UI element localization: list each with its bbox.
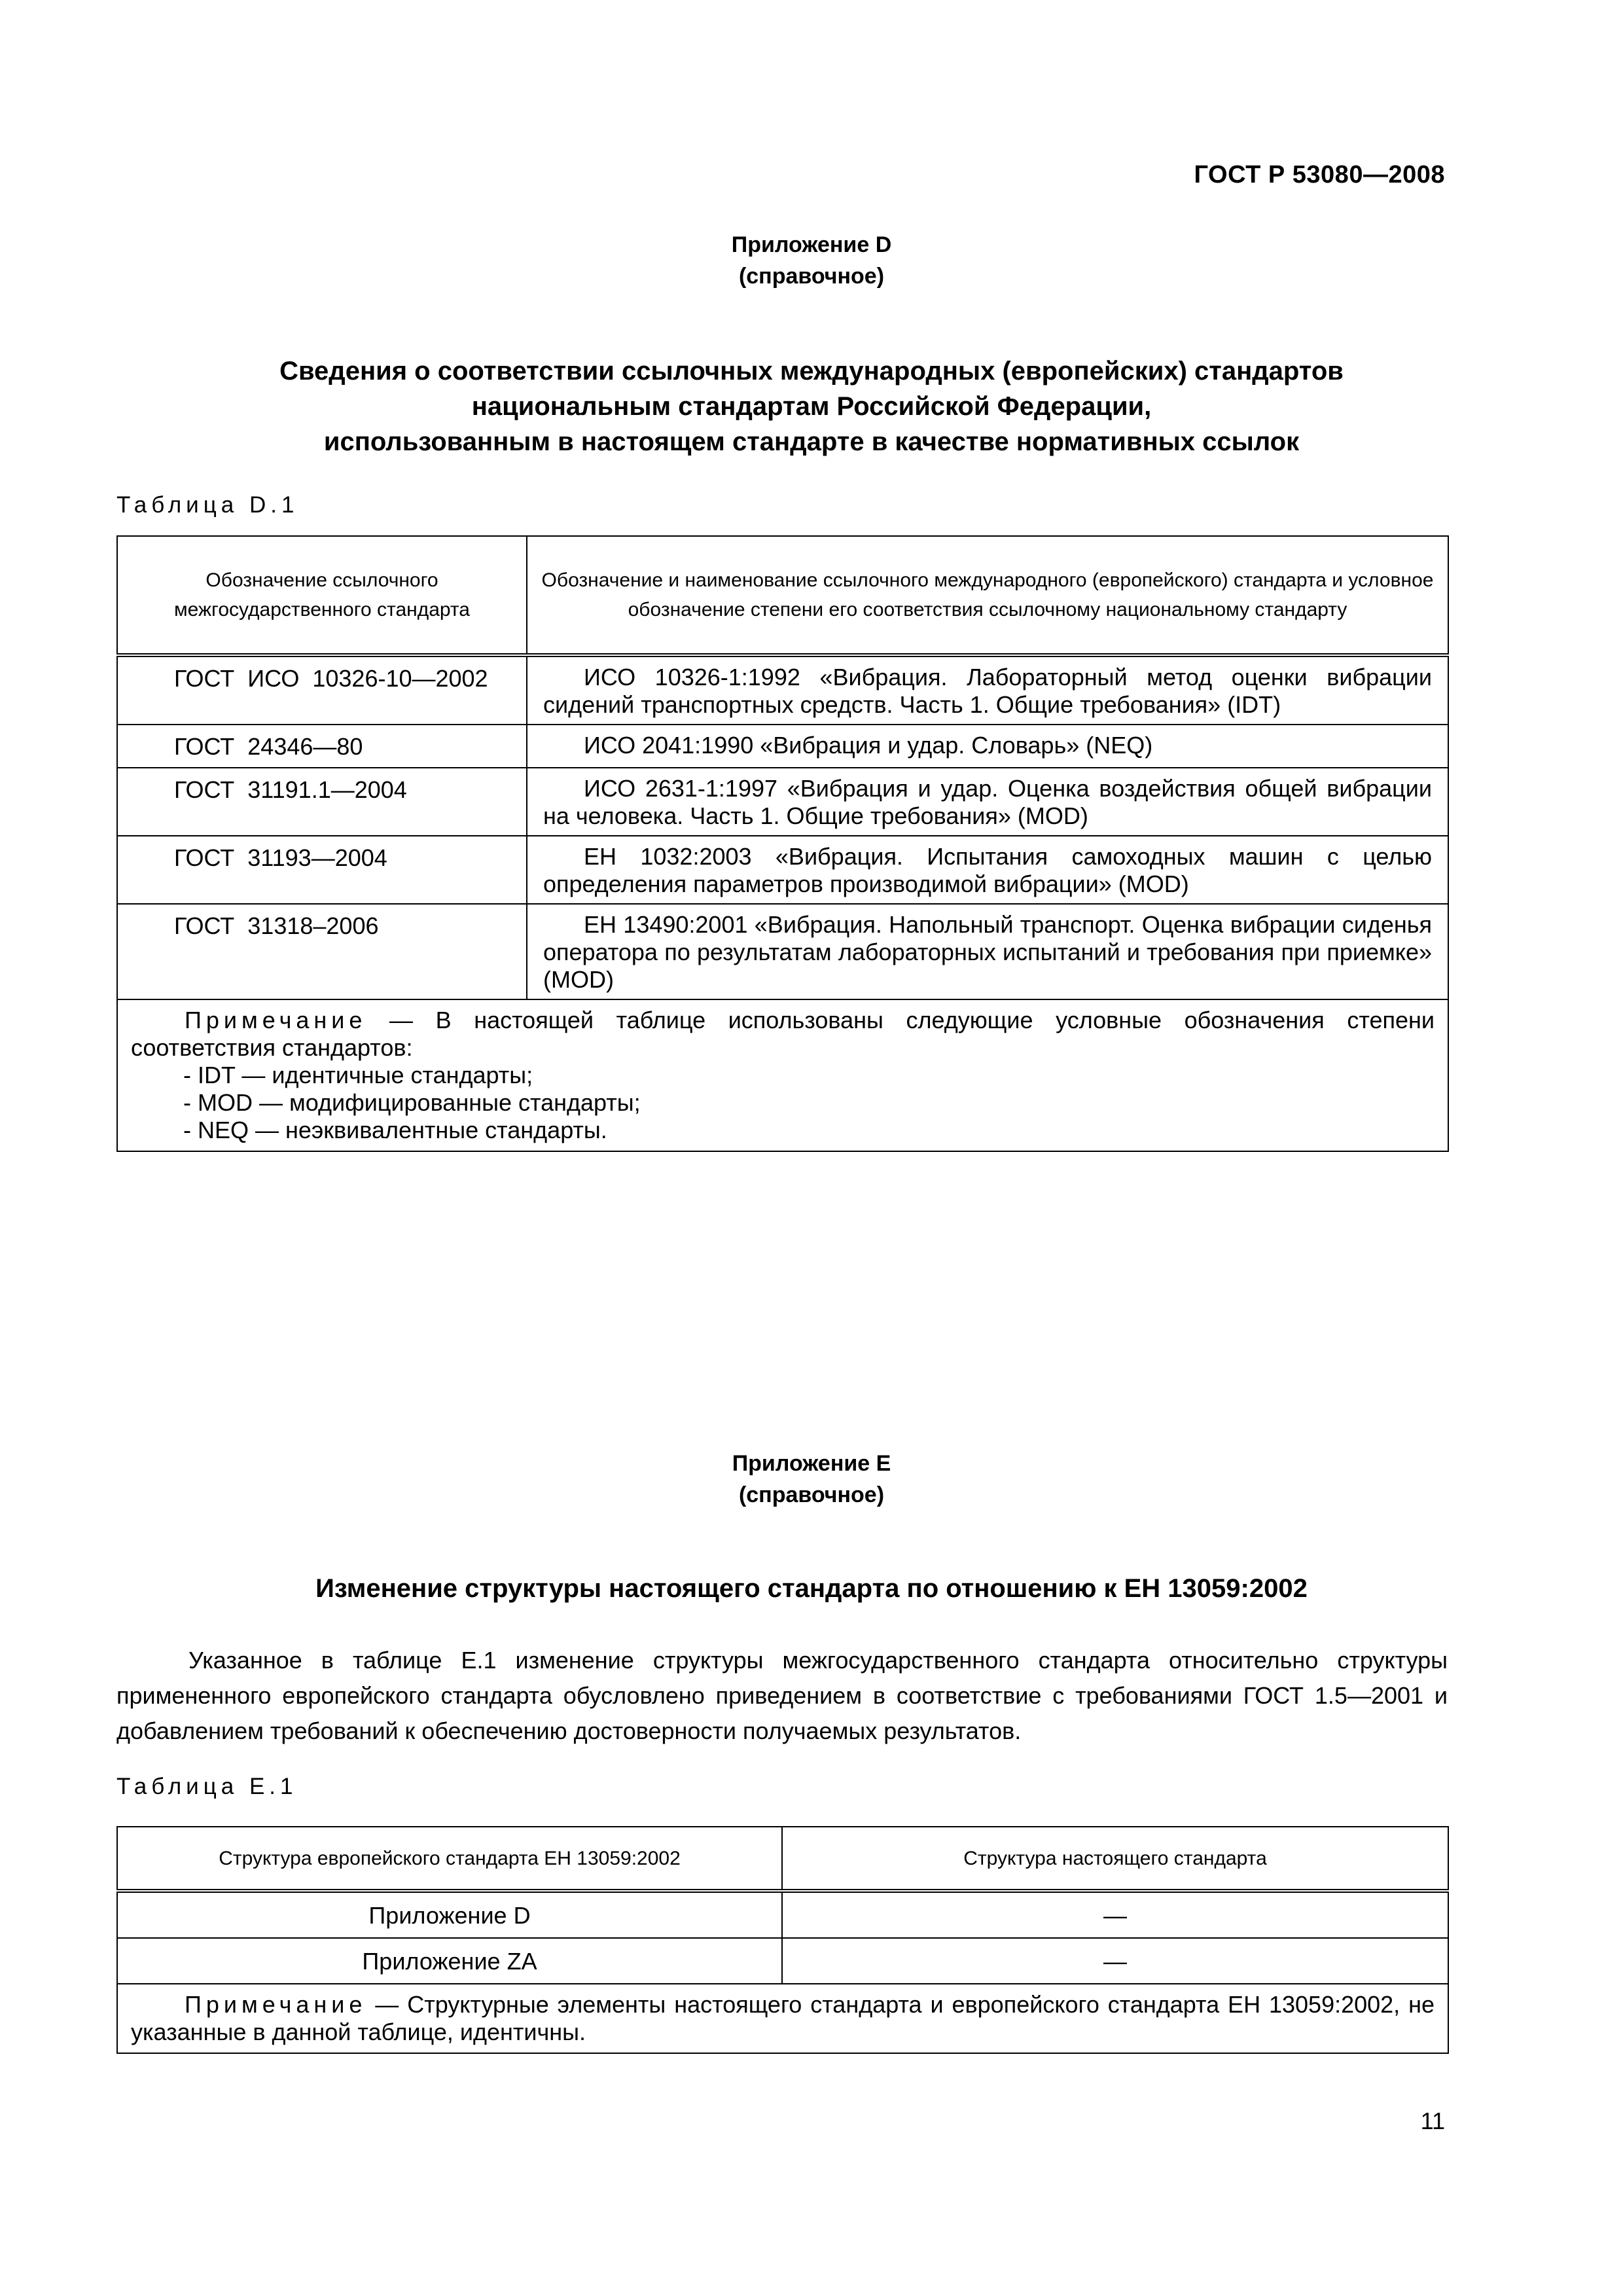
appendix-d-title	[0, 353, 1623, 459]
note-item: - NEQ — неэквивалентные стандарты.	[183, 1117, 607, 1143]
table-d1-label: Таблица D.1	[116, 492, 299, 518]
row-description: ИСО 2041:1990 «Вибрация и удар. Словарь» (NEQ)	[527, 725, 1448, 768]
appendix-e-title-text: Изменение структуры настоящего стандарта по отношению к ЕН 13059:2002	[315, 1574, 1308, 1603]
row-designation: ГОСТ 31191.1—2004	[117, 768, 527, 836]
document-code: ГОСТ Р 53080—2008	[1194, 161, 1445, 188]
note-intro	[131, 1991, 1435, 2046]
note-item: - IDT — идентичные стандарты;	[183, 1062, 533, 1088]
appendix-d-title-line: Сведения о соответствии ссылочных международных (европейских) стандартов	[279, 357, 1344, 386]
table-e1-header-european: Структура европейского стандарта ЕН 13059:2002	[117, 1827, 782, 1891]
row-description: ИСО 2631-1:1997 «Вибрация и удар. Оценка воздействия общей вибрации на человека. Часть 1. Общие требования» (MOD)	[527, 768, 1448, 836]
table-row	[117, 1938, 1448, 1984]
appendix-e-kind: (справочное)	[738, 1482, 885, 1507]
note-text: — Структурные элементы настоящего стандарта и европейского стандарта ЕН 13059:2002, не указанные в данной таблице, идентичны.	[131, 1991, 1435, 2045]
table-row	[117, 655, 1448, 725]
table-e1-label: Таблица Е.1	[116, 1774, 298, 1799]
row-designation: ГОСТ 31318–2006	[117, 904, 527, 999]
row-current: —	[782, 1938, 1448, 1984]
appendix-d-kind: (справочное)	[738, 264, 885, 289]
table-row	[117, 1891, 1448, 1938]
table-row	[117, 836, 1448, 904]
appendix-d-title-line: национальным стандартам Российской Федерации,	[471, 392, 1152, 421]
table-e1-note	[117, 1984, 1448, 2053]
table-row	[117, 768, 1448, 836]
appendix-d-header	[0, 229, 1623, 292]
note-intro	[131, 1007, 1435, 1062]
row-designation: ГОСТ 24346—80	[117, 725, 527, 768]
page-number: 11	[1420, 2108, 1445, 2134]
table-d1	[116, 535, 1449, 1152]
row-designation: ГОСТ ИСО 10326-10—2002	[117, 655, 527, 725]
table-d1-header-designation: Обозначение ссылочного межгосударственного стандарта	[117, 536, 527, 655]
appendix-d-label: Приложение D	[731, 232, 892, 257]
table-note-row	[117, 1984, 1448, 2053]
row-designation: ГОСТ 31193—2004	[117, 836, 527, 904]
row-european: Приложение D	[117, 1891, 782, 1938]
row-description: ЕН 13490:2001 «Вибрация. Напольный транспорт. Оценка вибрации сиденья оператора по результатам лабораторных испытаний и требования при приемке» (MOD)	[527, 904, 1448, 999]
note-label: Примечание	[185, 1007, 367, 1033]
table-note-row	[117, 999, 1448, 1151]
row-current: —	[782, 1891, 1448, 1938]
appendix-e-header	[0, 1448, 1623, 1511]
note-text: — В настоящей таблице использованы следующие условные обозначения степени соответствия стандартов:	[131, 1007, 1435, 1061]
table-d1-header-description: Обозначение и наименование ссылочного международного (европейского) стандарта и условное обозначение степени его соответствия ссылочному национальному стандарту	[527, 536, 1448, 655]
table-e1-header-current: Структура настоящего стандарта	[782, 1827, 1448, 1891]
table-row	[117, 904, 1448, 999]
note-label: Примечание	[185, 1991, 367, 2018]
table-e1	[116, 1826, 1449, 2054]
table-row	[117, 725, 1448, 768]
note-item: - MOD — модифицированные стандарты;	[183, 1089, 641, 1116]
table-d1-note	[117, 999, 1448, 1151]
row-description: ЕН 1032:2003 «Вибрация. Испытания самоходных машин с целью определения параметров производимой вибрации» (MOD)	[527, 836, 1448, 904]
appendix-d-title-line: использованным в настоящем стандарте в качестве нормативных ссылок	[323, 427, 1300, 456]
row-description: ИСО 10326-1:1992 «Вибрация. Лабораторный метод оценки вибрации сидений транспортных средств. Часть 1. Общие требования» (IDT)	[527, 655, 1448, 725]
appendix-e-paragraph: Указанное в таблице Е.1 изменение структуры межгосударственного стандарта относительно структуры примененного европейского стандарта обусловлено приведением в соответствие с требованиями ГОСТ 1.5—2001 и добавлением требований к обеспечению достоверности получаемых результатов.	[116, 1647, 1448, 1744]
appendix-e-title	[0, 1571, 1623, 1606]
row-european: Приложение ZA	[117, 1938, 782, 1984]
appendix-e-label: Приложение Е	[732, 1451, 891, 1476]
